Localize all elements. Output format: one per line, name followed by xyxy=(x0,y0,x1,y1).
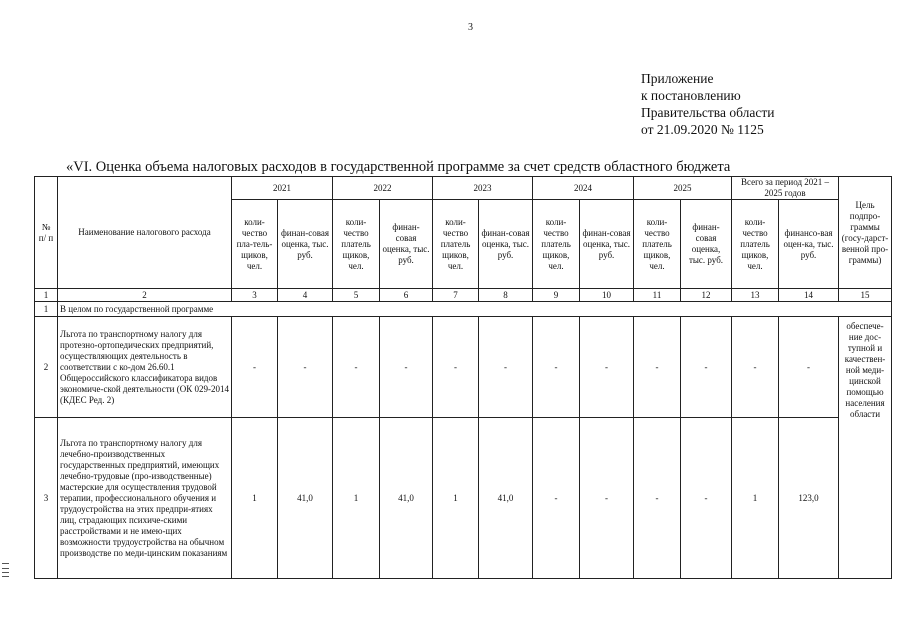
tax-expenditure-name: Льгота по транспортному налогу для протезно-ортопедических предприятий, осуществляющих деятельность в соответствии с ко-дом 26.60.1 Общероссийского классификатора видов экономиче-ской деятельности (ОК 029-2014 (КДЕС Ред. 2) xyxy=(58,317,232,418)
column-number: 11 xyxy=(634,289,681,302)
header-fin: финан-совая оценка, тыс. руб. xyxy=(479,200,533,289)
table-cell: - xyxy=(580,418,634,579)
section-title: В целом по государственной программе xyxy=(58,302,892,317)
header-count: коли-чество платель щиков, чел. xyxy=(333,200,380,289)
column-number: 3 xyxy=(232,289,278,302)
header-number: № п/ п xyxy=(35,177,58,289)
table-cell: 123,0 xyxy=(779,418,839,579)
table-cell: - xyxy=(333,317,380,418)
table-cell: 1 xyxy=(333,418,380,579)
header-fin: финан-совая оценка, тыс. руб. xyxy=(580,200,634,289)
header-goal: Цель подпро-граммы (госу-дарст-венной про-граммы) xyxy=(839,177,892,289)
table-cell: - xyxy=(232,317,278,418)
column-number: 12 xyxy=(681,289,732,302)
table-cell: - xyxy=(380,317,433,418)
header-fin: финан-совая оценка, тыс. руб. xyxy=(380,200,433,289)
table-cell: - xyxy=(634,418,681,579)
column-number: 14 xyxy=(779,289,839,302)
table-cell: 1 xyxy=(732,418,779,579)
column-number: 7 xyxy=(433,289,479,302)
column-number: 6 xyxy=(380,289,433,302)
header-year: 2025 xyxy=(634,177,732,200)
column-number: 10 xyxy=(580,289,634,302)
header-fin: финан-совая оценка, тыс. руб. xyxy=(681,200,732,289)
header-count: коли-чество платель щиков, чел. xyxy=(533,200,580,289)
table-cell: - xyxy=(533,317,580,418)
column-number: 9 xyxy=(533,289,580,302)
column-number: 15 xyxy=(839,289,892,302)
section-row xyxy=(35,302,892,317)
column-number: 5 xyxy=(333,289,380,302)
page-number: 3 xyxy=(468,22,473,33)
table-cell: - xyxy=(533,418,580,579)
tax-expenditure-table xyxy=(34,176,892,579)
header-fin: финан-совая оценка, тыс. руб. xyxy=(278,200,333,289)
appendix-line: Приложение xyxy=(641,71,714,86)
table-cell: - xyxy=(681,317,732,418)
row-number: 1 xyxy=(35,302,58,317)
table-cell: - xyxy=(634,317,681,418)
row-number: 3 xyxy=(35,418,58,579)
row-number: 2 xyxy=(35,317,58,418)
table-cell: - xyxy=(433,317,479,418)
appendix-line: Правительства области xyxy=(641,105,775,120)
header-count: коли-чество платель щиков, чел. xyxy=(732,200,779,289)
table-cell: 41,0 xyxy=(380,418,433,579)
table-row xyxy=(35,418,892,579)
table-cell: - xyxy=(479,317,533,418)
table-cell: 41,0 xyxy=(278,418,333,579)
table-cell: - xyxy=(278,317,333,418)
column-number: 2 xyxy=(58,289,232,302)
appendix-block xyxy=(641,70,774,138)
header-year: 2024 xyxy=(533,177,634,200)
appendix-line: к постановлению xyxy=(641,88,741,103)
goal-cell: обеспече-ние дос-тупной и качествен-ной меди-цинской помощью населения области xyxy=(839,317,892,579)
table-cell: 41,0 xyxy=(479,418,533,579)
column-number: 13 xyxy=(732,289,779,302)
header-count: коли-чество платель щиков, чел. xyxy=(634,200,681,289)
table-cell: - xyxy=(779,317,839,418)
header-row-years xyxy=(35,177,892,200)
column-number: 4 xyxy=(278,289,333,302)
header-name: Наименование налогового расхода xyxy=(58,177,232,289)
header-count: коли-чество платель щиков, чел. xyxy=(433,200,479,289)
table-cell: - xyxy=(580,317,634,418)
header-total: Всего за период 2021 – 2025 годов xyxy=(732,177,839,200)
appendix-line: от 21.09.2020 № 1125 xyxy=(641,122,764,137)
table-row xyxy=(35,317,892,418)
header-count: коли-чество пла-тель-щиков, чел. xyxy=(232,200,278,289)
tax-expenditure-name: Льгота по транспортному налогу для лечебно-производственных государственных предприятий, имеющих лечебно-трудовые (про-изводственные) мастерские для осуществления трудовой терапии, профессионального обучения и трудоустройства на этих предпри-ятиях лиц, страдающих психиче-скими расстройствами и не имею-щих возможности трудоустройства на обычном производстве по меди-цинским показаниям xyxy=(58,418,232,579)
table-cell: - xyxy=(681,418,732,579)
column-number-row xyxy=(35,289,892,302)
table-title: «VI. Оценка объема налоговых расходов в государственной программе за счет средств областного бюджета xyxy=(66,159,731,175)
table-cell: 1 xyxy=(232,418,278,579)
header-year: 2022 xyxy=(333,177,433,200)
header-fin: финансо-вая оцен-ка, тыс. руб. xyxy=(779,200,839,289)
table-cell: 1 xyxy=(433,418,479,579)
column-number: 8 xyxy=(479,289,533,302)
table-cell: - xyxy=(732,317,779,418)
scan-margin-mark xyxy=(2,563,9,577)
header-year: 2023 xyxy=(433,177,533,200)
column-number: 1 xyxy=(35,289,58,302)
header-year: 2021 xyxy=(232,177,333,200)
